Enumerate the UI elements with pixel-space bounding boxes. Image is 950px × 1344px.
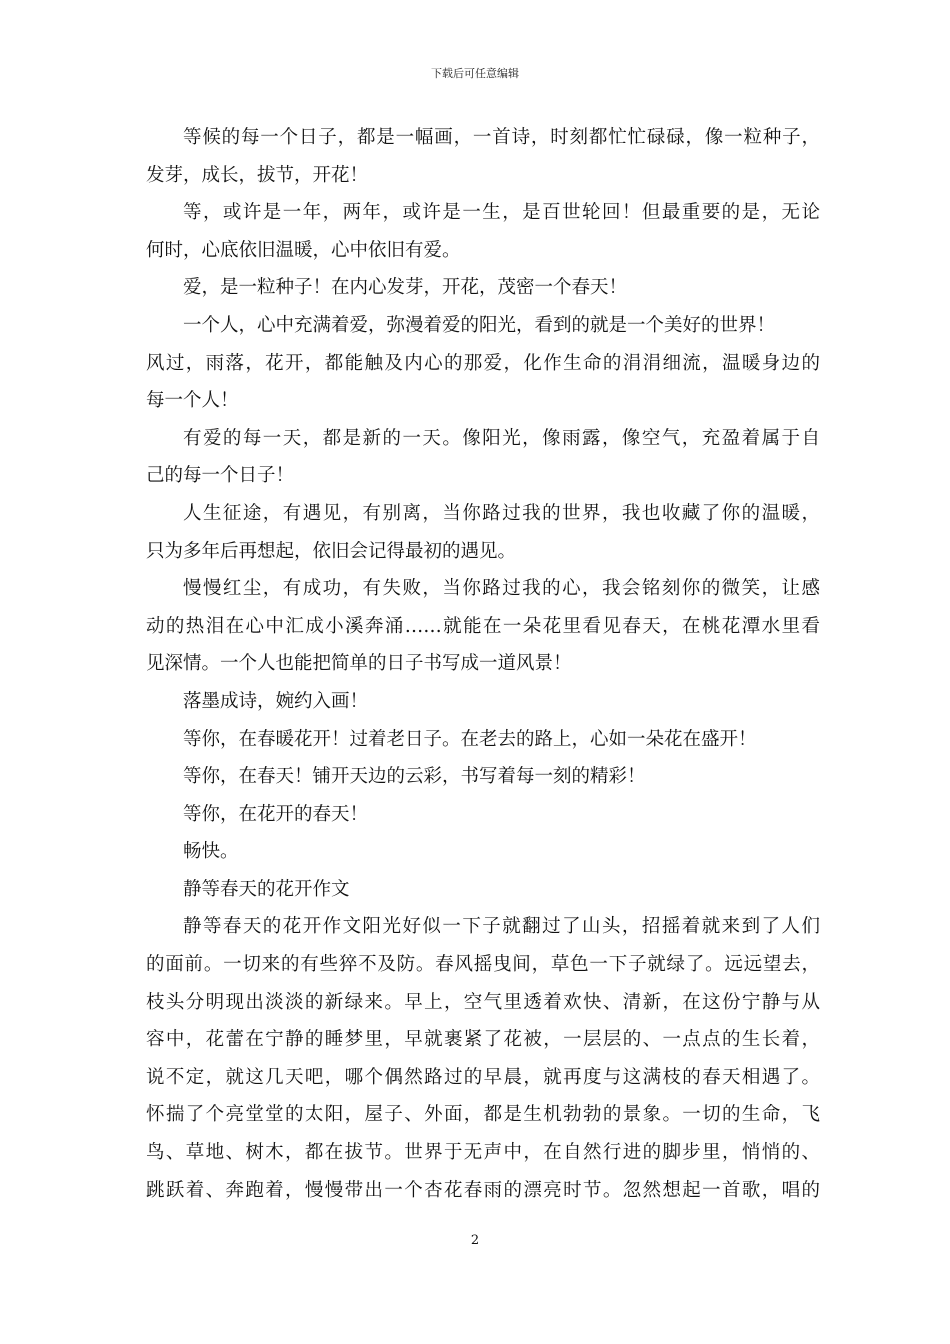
text-line: 何时，心底依旧温暖，心中依旧有爱。 [146,239,461,261]
page-header: 下载后可任意编辑 [431,67,519,80]
text-line: 每一个人！ [146,390,239,412]
text-line: 静等春天的花开作文 [183,878,350,900]
text-line: 人生征途，有遇见，有别离，当你路过我的世界，我也收藏了你的温暖， [183,502,820,524]
text-line: 等，或许是一年，两年，或许是一生，是百世轮回！但最重要的是，无论 [183,202,820,224]
text-line: 容中，花蕾在宁静的睡梦里，早就裹紧了花被，一层层的、一点点的生长着， [146,1029,820,1051]
text-line: 等候的每一个日子，都是一幅画，一首诗，时刻都忙忙碌碌，像一粒种子， [183,127,820,148]
text-line: 见深情。一个人也能把简单的日子书写成一道风景！ [146,653,572,675]
text-line: 发芽，成长，拔节，开花！ [146,164,369,186]
text-line: 只为多年后再想起，依旧会记得最初的遇见。 [146,540,517,562]
document-body [146,119,820,1209]
text-line: 己的每一个日子！ [146,465,295,487]
page-number: 2 [470,1233,480,1248]
text-line: 动的热泪在心中汇成小溪奔涌……就能在一朵花里看见春天，在桃花潭水里看 [146,615,820,637]
text-line: 有爱的每一天，都是新的一天。像阳光，像雨露，像空气，充盈着属于自 [183,427,820,449]
text-line: 等你，在花开的春天！ [183,803,369,825]
text-line: 等你，在春天！铺开天边的云彩，书写着每一刻的精彩！ [183,766,646,788]
text-line: 的面前。一切来的有些猝不及防。春风摇曳间，草色一下子就绿了。远远望去， [146,954,820,976]
text-line: 一个人，心中充满着爱，弥漫着爱的阳光，看到的就是一个美好的世界！ [183,314,776,336]
text-line: 枝头分明现出淡淡的新绿来。早上，空气里透着欢快、清新，在这份宁静与从 [146,991,820,1013]
text-line: 畅快。 [183,841,239,863]
text-line: 爱，是一粒种子！在内心发芽，开花，茂密一个春天！ [183,277,628,299]
text-line: 慢慢红尘，有成功，有失败，当你路过我的心，我会铭刻你的微笑，让感 [183,578,820,600]
text-line: 鸟、草地、树木，都在拔节。世界于无声中，在自然行进的脚步里，悄悄的、 [146,1142,820,1164]
text-line: 说不定，就这几天吧，哪个偶然路过的早晨，就再度与这满枝的春天相遇了。 [146,1066,820,1088]
text-line: 等你，在春暖花开！过着老日子。在老去的路上，心如一朵花在盛开！ [183,728,757,750]
text-line: 跳跃着、奔跑着，慢慢带出一个杏花春雨的漂亮时节。忽然想起一首歌，唱的 [146,1179,820,1201]
text-line: 怀揣了个亮堂堂的太阳，屋子、外面，都是生机勃勃的景象。一切的生命，飞 [146,1104,820,1126]
text-line: 静等春天的花开作文阳光好似一下子就翻过了山头，招摇着就来到了人们 [183,916,820,938]
text-line: 落墨成诗，婉约入画！ [183,690,369,712]
text-line: 风过，雨落，花开，都能触及内心的那爱，化作生命的涓涓细流，温暖身边的 [146,352,820,374]
